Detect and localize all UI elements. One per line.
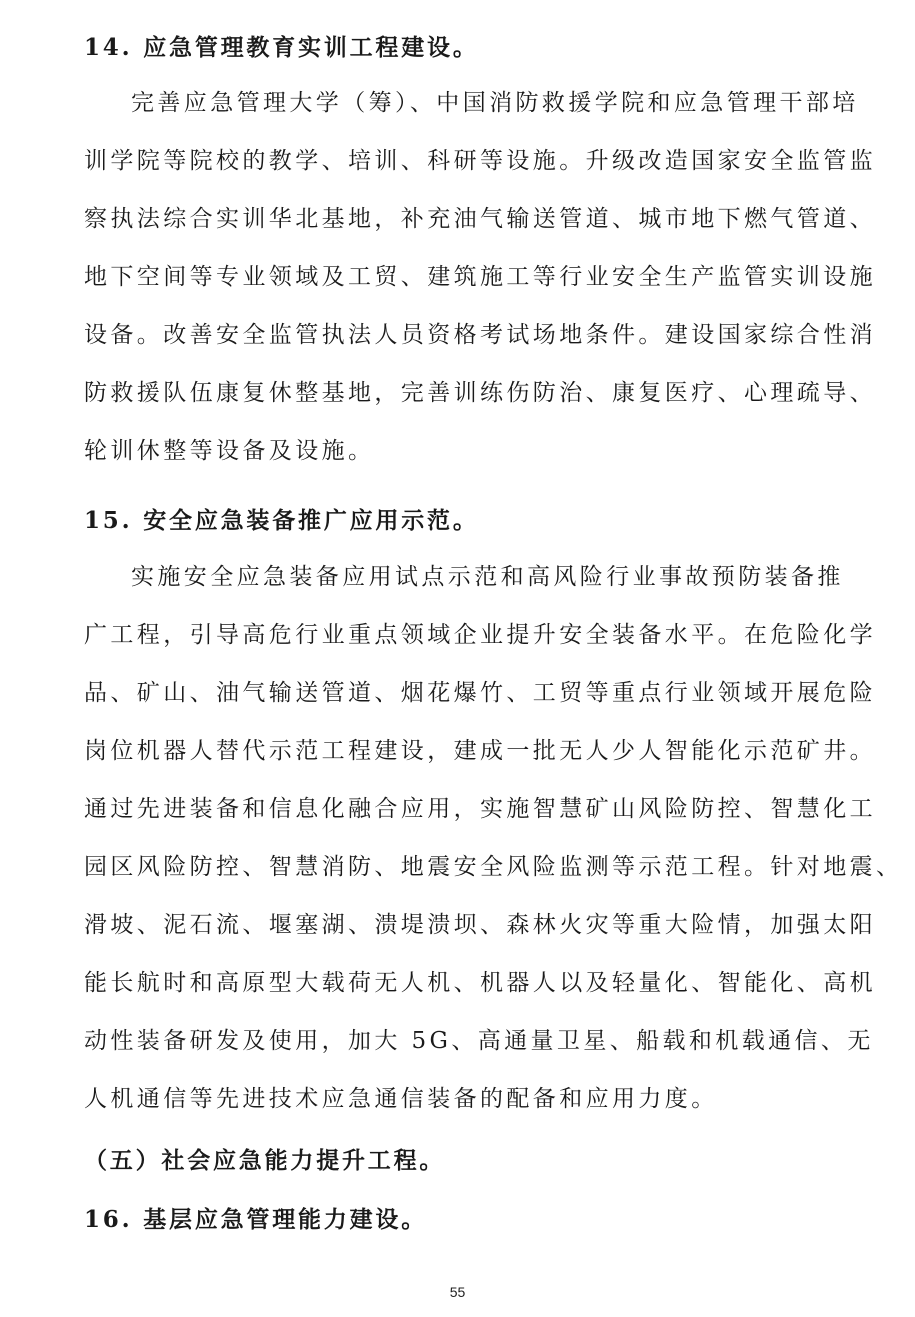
paragraph-line: 能长航时和高原型大载荷无人机、机器人以及轻量化、智能化、高机: [84, 970, 876, 996]
page-number: 55: [449, 1284, 466, 1300]
paragraph-line: 通过先进装备和信息化融合应用，实施智慧矿山风险防控、智慧化工: [84, 796, 876, 822]
paragraph-line: 广工程，引导高危行业重点领域企业提升安全装备水平。在危险化学: [84, 622, 876, 648]
paragraph-line: 动性装备研发及使用，加大 5G、高通量卫星、船载和机载通信、无: [84, 1028, 874, 1054]
paragraph-line: 滑坡、泥石流、堰塞湖、溃堤溃坝、森林火灾等重大险情，加强太阳: [84, 912, 876, 938]
paragraph-line: 设备。改善安全监管执法人员资格考试场地条件。建设国家综合性消: [84, 322, 876, 348]
paragraph-line: 人机通信等先进技术应急通信装备的配备和应用力度。: [84, 1086, 718, 1112]
paragraph-line: 园区风险防控、智慧消防、地震安全风险监测等示范工程。针对地震、: [84, 854, 903, 880]
paragraph-line: 察执法综合实训华北基地，补充油气输送管道、城市地下燃气管道、: [84, 206, 876, 232]
paragraph-line: 轮训休整等设备及设施。: [84, 438, 375, 464]
paragraph-line: 地下空间等专业领域及工贸、建筑施工等行业安全生产监管实训设施: [84, 264, 876, 290]
paragraph-line: 完善应急管理大学（筹）、中国消防救援学院和应急管理干部培: [131, 90, 859, 116]
section-heading-15: 15. 安全应急装备推广应用示范。: [84, 507, 479, 534]
paragraph-line: 训学院等院校的教学、培训、科研等设施。升级改造国家安全监管监: [84, 148, 876, 174]
section-heading-16: 16. 基层应急管理能力建设。: [84, 1206, 428, 1233]
paragraph-line: 岗位机器人替代示范工程建设，建成一批无人少人智能化示范矿井。: [84, 738, 876, 764]
section-heading-14: 14. 应急管理教育实训工程建设。: [84, 34, 479, 61]
paragraph-line: 实施安全应急装备应用试点示范和高风险行业事故预防装备推: [131, 564, 844, 590]
paragraph-line: 品、矿山、油气输送管道、烟花爆竹、工贸等重点行业领域开展危险: [84, 680, 876, 706]
part-heading-5: （五）社会应急能力提升工程。: [84, 1147, 446, 1174]
paragraph-line: 防救援队伍康复休整基地，完善训练伤防治、康复医疗、心理疏导、: [84, 380, 876, 406]
